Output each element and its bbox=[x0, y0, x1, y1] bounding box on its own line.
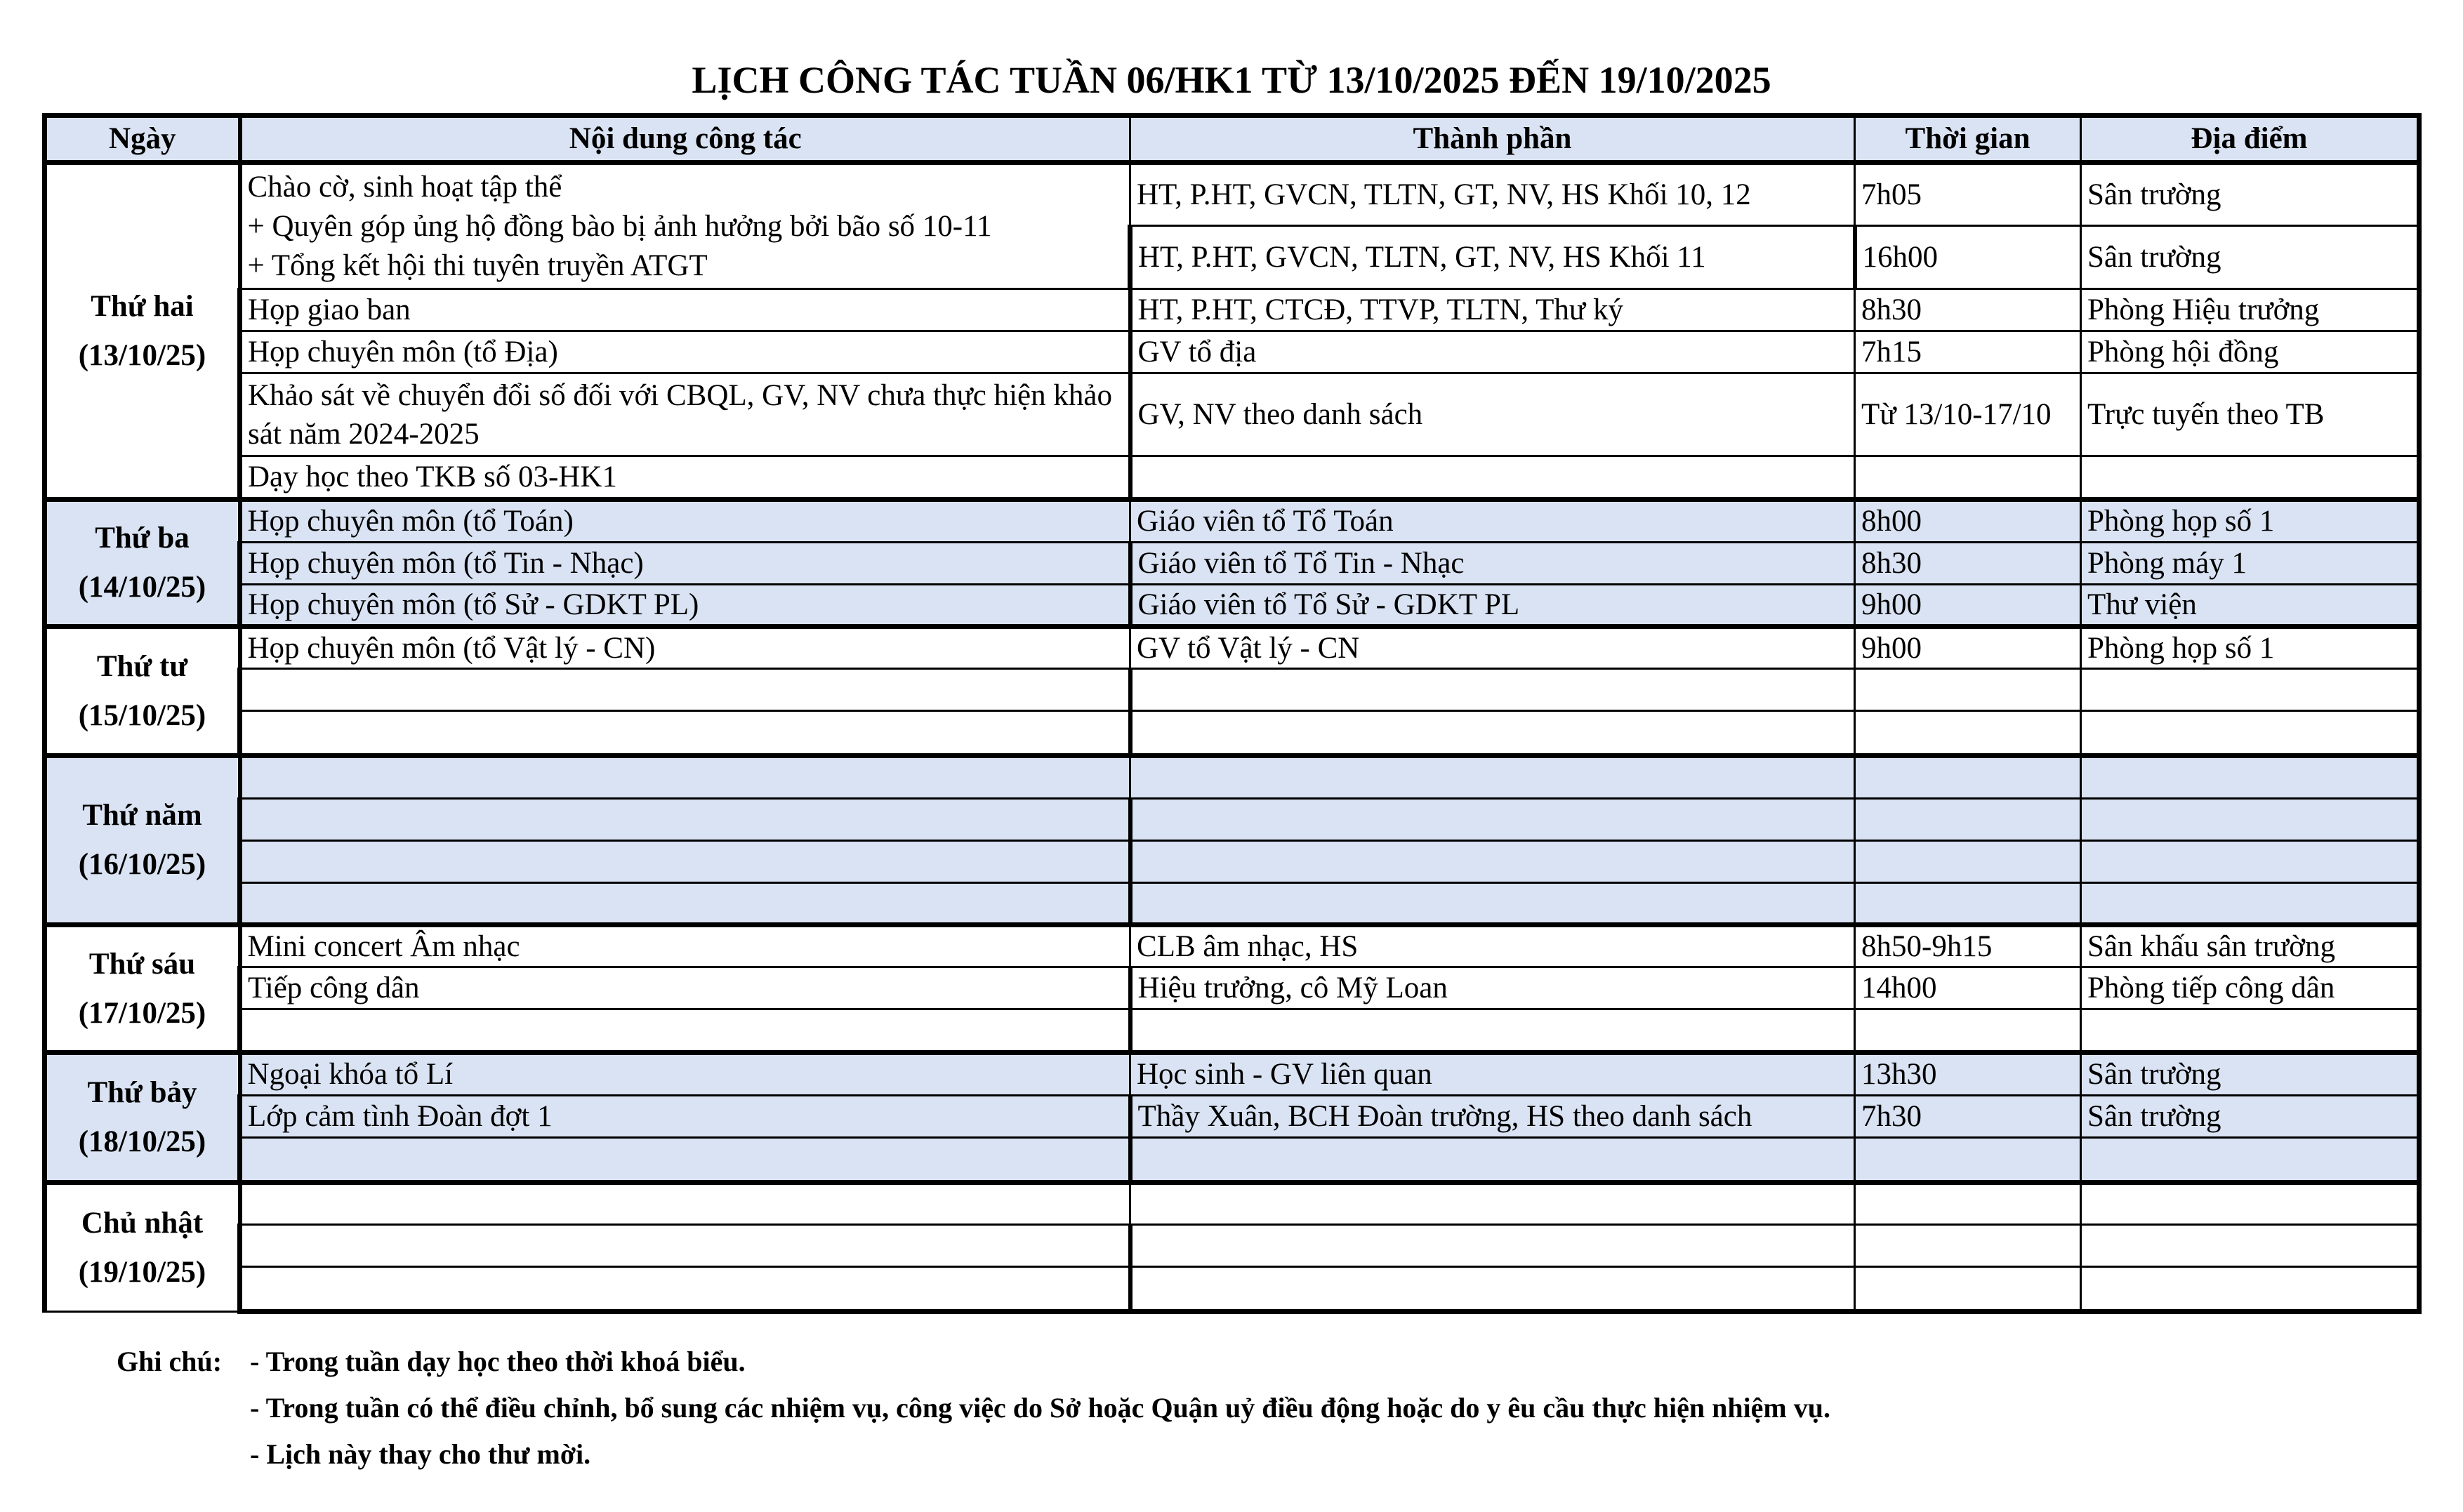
day-date: (16/10/25) bbox=[78, 848, 206, 881]
content-cell bbox=[240, 1138, 1130, 1183]
table-row bbox=[45, 289, 2419, 331]
place-cell bbox=[2081, 883, 2419, 925]
table-row bbox=[45, 1183, 2419, 1225]
day-name: Thứ tư bbox=[96, 649, 188, 683]
participants-cell: HT, P.HT, GVCN, TLTN, GT, NV, HS Khối 10, 12 bbox=[1130, 163, 1855, 226]
place-cell: Phòng máy 1 bbox=[2081, 543, 2419, 585]
table-row bbox=[45, 331, 2419, 373]
participants-cell bbox=[1130, 1183, 1855, 1225]
content-cell bbox=[240, 1267, 1130, 1312]
participants-cell bbox=[1130, 799, 1855, 841]
note-item: - Lịch này thay cho thư mời. bbox=[250, 1438, 591, 1470]
time-cell bbox=[1855, 456, 2081, 500]
place-cell bbox=[2081, 799, 2419, 841]
time-cell bbox=[1855, 841, 2081, 883]
table-row bbox=[45, 543, 2419, 585]
content-cell: Tiếp công dân bbox=[240, 967, 1130, 1009]
time-cell: 8h00 bbox=[1855, 500, 2081, 543]
content-cell: Họp giao ban bbox=[240, 289, 1130, 331]
table-row bbox=[45, 456, 2419, 500]
participants-cell: HT, P.HT, CTCĐ, TTVP, TLTN, Thư ký bbox=[1130, 289, 1855, 331]
place-cell bbox=[2081, 456, 2419, 500]
content-cell bbox=[240, 711, 1130, 756]
participants-cell: Giáo viên tổ Tổ Toán bbox=[1130, 500, 1855, 543]
table-row bbox=[45, 500, 2419, 543]
time-cell bbox=[1855, 756, 2081, 799]
participants-cell: Giáo viên tổ Tổ Tin - Nhạc bbox=[1130, 543, 1855, 585]
participants-cell: Thầy Xuân, BCH Đoàn trường, HS theo danh sách bbox=[1130, 1096, 1855, 1138]
day-date: (13/10/25) bbox=[78, 338, 206, 372]
time-cell: 16h00 bbox=[1855, 226, 2081, 289]
participants-cell bbox=[1130, 1009, 1855, 1053]
content-cell: Họp chuyên môn (tổ Địa) bbox=[240, 331, 1130, 373]
place-cell: Trực tuyến theo TB bbox=[2081, 373, 2419, 456]
participants-cell: GV, NV theo danh sách bbox=[1130, 373, 1855, 456]
header-place: Địa điểm bbox=[2081, 116, 2419, 163]
participants-cell bbox=[1130, 1138, 1855, 1183]
table-row bbox=[45, 1138, 2419, 1183]
time-cell: 8h30 bbox=[1855, 289, 2081, 331]
content-cell: Khảo sát về chuyển đổi số đối với CBQL, GV, NV chưa thực hiện khảo sát năm 2024-2025 bbox=[240, 373, 1130, 456]
content-cell bbox=[240, 669, 1130, 711]
table-row bbox=[45, 841, 2419, 883]
time-cell: Từ 13/10-17/10 bbox=[1855, 373, 2081, 456]
content-cell: Họp chuyên môn (tổ Sử - GDKT PL) bbox=[240, 585, 1130, 627]
table-row bbox=[45, 799, 2419, 841]
place-cell: Phòng tiếp công dân bbox=[2081, 967, 2419, 1009]
place-cell: Sân trường bbox=[2081, 1096, 2419, 1138]
participants-cell bbox=[1130, 711, 1855, 756]
place-cell: Phòng hội đồng bbox=[2081, 331, 2419, 373]
table-row bbox=[45, 1053, 2419, 1096]
content-cell: Họp chuyên môn (tổ Toán) bbox=[240, 500, 1130, 543]
content-cell bbox=[240, 883, 1130, 925]
time-cell bbox=[1855, 799, 2081, 841]
table-row bbox=[45, 883, 2419, 925]
place-cell bbox=[2081, 1183, 2419, 1225]
day-cell bbox=[45, 1183, 240, 1312]
content-cell: Họp chuyên môn (tổ Tin - Nhạc) bbox=[240, 543, 1130, 585]
participants-cell: HT, P.HT, GVCN, TLTN, GT, NV, HS Khối 11 bbox=[1130, 226, 1855, 289]
participants-cell bbox=[1130, 1267, 1855, 1312]
place-cell bbox=[2081, 1267, 2419, 1312]
place-cell: Sân khấu sân trường bbox=[2081, 925, 2419, 967]
table-row bbox=[45, 1096, 2419, 1138]
time-cell: 13h30 bbox=[1855, 1053, 2081, 1096]
place-cell: Sân trường bbox=[2081, 226, 2419, 289]
place-cell bbox=[2081, 711, 2419, 756]
time-cell bbox=[1855, 669, 2081, 711]
page-title: LỊCH CÔNG TÁC TUẦN 06/HK1 TỪ 13/10/2025 ĐẾN 19/10/2025 bbox=[692, 59, 1771, 101]
place-cell: Sân trường bbox=[2081, 163, 2419, 226]
place-cell: Phòng họp số 1 bbox=[2081, 500, 2419, 543]
table-row bbox=[45, 1267, 2419, 1312]
time-cell: 8h30 bbox=[1855, 543, 2081, 585]
schedule-table bbox=[42, 113, 2422, 1314]
time-cell: 14h00 bbox=[1855, 967, 2081, 1009]
time-cell: 9h00 bbox=[1855, 585, 2081, 627]
day-cell bbox=[45, 500, 240, 627]
table-row bbox=[45, 669, 2419, 711]
participants-cell: Học sinh - GV liên quan bbox=[1130, 1053, 1855, 1096]
participants-cell bbox=[1130, 756, 1855, 799]
header-row bbox=[45, 116, 2419, 163]
table-row bbox=[45, 627, 2419, 669]
day-name: Thứ sáu bbox=[88, 947, 196, 981]
place-cell bbox=[2081, 1009, 2419, 1053]
place-cell bbox=[2081, 1225, 2419, 1267]
participants-cell bbox=[1130, 841, 1855, 883]
participants-cell bbox=[1130, 456, 1855, 500]
content-cell bbox=[240, 841, 1130, 883]
content-cell: Họp chuyên môn (tổ Vật lý - CN) bbox=[240, 627, 1130, 669]
day-cell bbox=[45, 163, 240, 500]
content-cell: Ngoại khóa tổ Lí bbox=[240, 1053, 1130, 1096]
place-cell: Sân trường bbox=[2081, 1053, 2419, 1096]
table-row bbox=[45, 711, 2419, 756]
day-name: Chủ nhật bbox=[81, 1206, 204, 1240]
day-name: Thứ hai bbox=[91, 289, 194, 323]
time-cell: 7h15 bbox=[1855, 331, 2081, 373]
header-content: Nội dung công tác bbox=[240, 116, 1130, 163]
time-cell bbox=[1855, 711, 2081, 756]
time-cell bbox=[1855, 1267, 2081, 1312]
day-date: (14/10/25) bbox=[78, 571, 206, 604]
participants-cell: GV tổ địa bbox=[1130, 331, 1855, 373]
content-cell bbox=[240, 756, 1130, 799]
day-cell bbox=[45, 1053, 240, 1183]
content-cell: Dạy học theo TKB số 03-HK1 bbox=[240, 456, 1130, 500]
place-cell: Thư viện bbox=[2081, 585, 2419, 627]
day-cell bbox=[45, 627, 240, 756]
table-row bbox=[45, 1225, 2419, 1267]
time-cell: 7h05 bbox=[1855, 163, 2081, 226]
table-row bbox=[45, 756, 2419, 799]
day-cell bbox=[45, 756, 240, 925]
schedule-body bbox=[45, 163, 2419, 1312]
participants-cell bbox=[1130, 883, 1855, 925]
place-cell bbox=[2081, 841, 2419, 883]
time-cell bbox=[1855, 883, 2081, 925]
content-cell bbox=[240, 1225, 1130, 1267]
note-item: - Trong tuần dạy học theo thời khoá biểu. bbox=[250, 1346, 746, 1377]
day-name: Thứ ba bbox=[95, 522, 190, 555]
participants-cell: GV tổ Vật lý - CN bbox=[1130, 627, 1855, 669]
content-cell: Lớp cảm tình Đoàn đợt 1 bbox=[240, 1096, 1130, 1138]
content-cell bbox=[240, 799, 1130, 841]
content-cell bbox=[240, 1009, 1130, 1053]
time-cell: 7h30 bbox=[1855, 1096, 2081, 1138]
note-item: - Trong tuần có thể điều chỉnh, bổ sung các nhiệm vụ, công việc do Sở hoặc Quận uỷ điều động hoặc do y êu cầu thực hiện nhiệm vụ. bbox=[250, 1392, 1830, 1424]
header-time: Thời gian bbox=[1855, 116, 2081, 163]
place-cell bbox=[2081, 669, 2419, 711]
table-row bbox=[45, 925, 2419, 967]
day-cell bbox=[45, 925, 240, 1053]
time-cell: 8h50-9h15 bbox=[1855, 925, 2081, 967]
day-date: (19/10/25) bbox=[78, 1255, 206, 1289]
table-row bbox=[45, 163, 2419, 226]
time-cell bbox=[1855, 1183, 2081, 1225]
table-row bbox=[45, 1009, 2419, 1053]
day-date: (15/10/25) bbox=[78, 698, 206, 732]
table-row bbox=[45, 967, 2419, 1009]
place-cell bbox=[2081, 1138, 2419, 1183]
day-date: (18/10/25) bbox=[78, 1125, 206, 1158]
day-name: Thứ bảy bbox=[87, 1076, 197, 1109]
participants-cell bbox=[1130, 669, 1855, 711]
time-cell: 9h00 bbox=[1855, 627, 2081, 669]
place-cell bbox=[2081, 756, 2419, 799]
participants-cell: Hiệu trưởng, cô Mỹ Loan bbox=[1130, 967, 1855, 1009]
time-cell bbox=[1855, 1009, 2081, 1053]
content-cell: Mini concert Âm nhạc bbox=[240, 925, 1130, 967]
time-cell bbox=[1855, 1225, 2081, 1267]
header-participants: Thành phần bbox=[1130, 116, 1855, 163]
table-row bbox=[45, 373, 2419, 456]
content-cell: Chào cờ, sinh hoạt tập thể + Quyên góp ủng hộ đồng bào bị ảnh hưởng bởi bão số 10-11 + Tổng kết hội thi tuyên truyền ATGT bbox=[240, 163, 1130, 289]
place-cell: Phòng Hiệu trưởng bbox=[2081, 289, 2419, 331]
content-cell bbox=[240, 1183, 1130, 1225]
place-cell: Phòng họp số 1 bbox=[2081, 627, 2419, 669]
header-day: Ngày bbox=[45, 116, 240, 163]
day-date: (17/10/25) bbox=[78, 996, 206, 1030]
time-cell bbox=[1855, 1138, 2081, 1183]
participants-cell: CLB âm nhạc, HS bbox=[1130, 925, 1855, 967]
notes-label: Ghi chú: bbox=[117, 1346, 223, 1377]
day-name: Thứ năm bbox=[82, 799, 202, 832]
participants-cell bbox=[1130, 1225, 1855, 1267]
participants-cell: Giáo viên tổ Tổ Sử - GDKT PL bbox=[1130, 585, 1855, 627]
table-row bbox=[45, 585, 2419, 627]
